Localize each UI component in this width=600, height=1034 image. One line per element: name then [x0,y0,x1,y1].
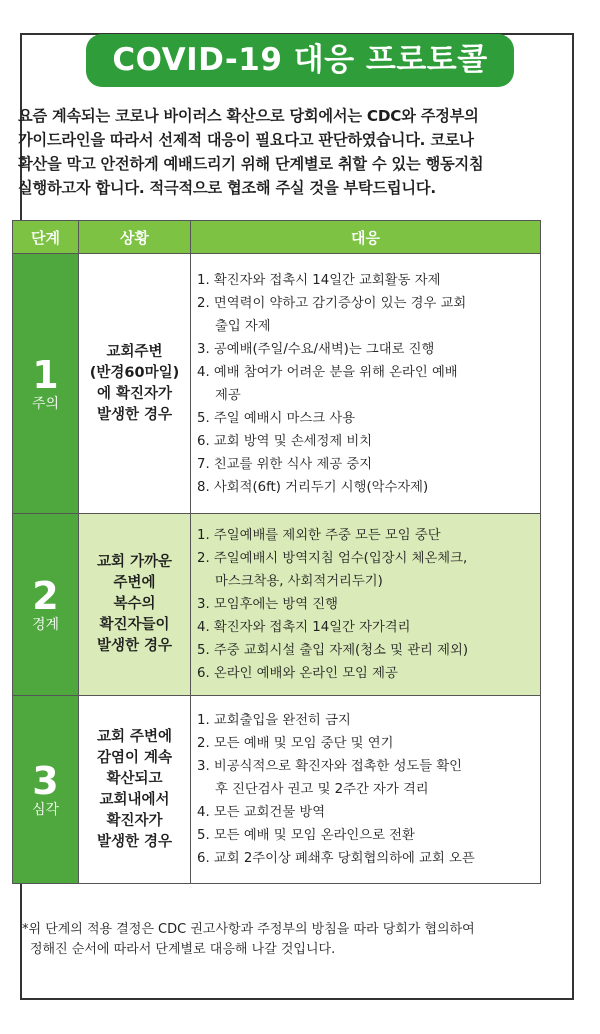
response-item: 2. 모든 예배 및 모임 중단 및 연기 [197,736,394,751]
situation-line: 발생한 경우 [96,638,173,654]
response-cell [191,514,541,696]
response-item: 6. 온라인 예배와 온라인 모임 제공 [197,666,398,681]
table-row-stage-3 [13,696,541,884]
table-header-row [13,221,541,254]
response-item: 5. 주중 교회시설 출입 자제(청소 및 관리 제외) [197,643,469,658]
title-banner [0,34,600,87]
response-item: 8. 사회적(6ft) 거리두기 시행(악수자제) [197,479,429,495]
situation-line: 교회 가까운 [96,554,173,570]
situation-line: 확진자들이 [99,617,170,633]
response-item: 4. 확진자와 접촉지 14일간 자가격리 [197,620,411,635]
footnote [22,920,588,960]
response-item: 3. 비공식적으로 확진자와 접촉한 성도들 확인 [197,759,463,774]
footnote-line: *위 단계의 적용 결정은 CDC 권고사항과 주정부의 방침을 따라 당회가 협의하여 [22,922,475,937]
response-item: 7. 친교를 위한 식사 제공 중지 [197,456,373,472]
response-item: 6. 교회 방역 및 손세정제 비치 [197,433,373,449]
response-item: 3. 공예배(주일/수요/새벽)는 그대로 진행 [197,341,435,357]
situation-line: 발생한 경우 [96,833,173,850]
stage-number: 2 [32,573,59,618]
situation-line: 발생한 경우 [96,406,173,423]
response-item: 6. 교회 2주이상 폐쇄후 당회협의하에 교회 오픈 [197,851,475,866]
response-item: 후 진단검사 권고 및 2주간 자가 격리 [215,782,429,797]
response-item: 5. 주일 예배시 마스크 사용 [197,410,356,426]
intro-line: 요즘 계속되는 코로나 바이러스 확산으로 당회에서는 CDC와 주정부의 [18,107,479,125]
table-row-stage-2 [13,514,541,696]
situation-line: 교회 주변에 [96,728,173,745]
situation-line: 복수의 [113,596,156,612]
stage-cell [13,254,79,514]
situation-line: 에 확진자가 [96,385,173,402]
intro-paragraph [18,104,584,200]
header-situation: 상황 [79,221,191,254]
response-item: 출입 자제 [215,318,271,334]
response-item: 3. 모임후에는 방역 진행 [197,597,338,612]
response-item: 5. 모든 예배 및 모임 온라인으로 전환 [197,828,415,843]
header-response: 대응 [191,221,541,254]
situation-line: 주변에 [113,575,156,591]
response-item: 4. 예배 참여가 어려운 분을 위해 온라인 예배 [197,364,458,380]
response-cell [191,254,541,514]
protocol-table [12,220,541,884]
response-item: 1. 주일예배를 제외한 주중 모든 모임 중단 [197,528,441,543]
intro-line: 실행하고자 합니다. 적극적으로 협조해 주실 것을 부탁드립니다. [18,179,436,197]
stage-name: 심각 [31,801,60,818]
situation-line: 확진자가 [106,812,163,829]
table-row-stage-1 [13,254,541,514]
footnote-line: 정해진 순서에 따라서 단계별로 대응해 나갈 것입니다. [30,942,336,957]
stage-number: 3 [32,758,59,803]
situation-line: 확산되고 [106,770,163,787]
response-item: 제공 [215,387,241,403]
response-item: 1. 교회출입을 완전히 금지 [197,713,351,728]
response-item: 2. 면역력이 약하고 감기증상이 있는 경우 교회 [197,295,467,311]
situation-cell [79,254,191,514]
intro-line: 확산을 막고 안전하게 예배드리기 위해 단계별로 취할 수 있는 행동지침 [18,155,484,173]
situation-line: 감염이 계속 [96,749,173,766]
response-item: 1. 확진자와 접촉시 14일간 교회활동 자제 [197,272,441,288]
intro-line: 가이드라인을 따라서 선제적 대응이 필요다고 판단하였습니다. 코로나 [18,131,474,149]
response-cell [191,696,541,884]
stage-cell [13,696,79,884]
stage-cell [13,514,79,696]
stage-name: 주의 [31,395,60,412]
header-stage: 단계 [13,221,79,254]
stage-name: 경계 [31,616,60,633]
response-item: 마스크착용, 사회적거리두기) [215,574,383,589]
response-item: 2. 주일예배시 방역지침 엄수(입장시 체온체크, [197,551,468,566]
response-item: 4. 모든 교회건물 방역 [197,805,326,820]
situation-line: (반경60마일) [89,364,180,381]
stage-number: 1 [32,352,59,397]
situation-cell [79,696,191,884]
situation-cell [79,514,191,696]
page-title: COVID-19 대응 프로토콜 [86,34,513,87]
situation-line: 교회주변 [106,343,163,360]
situation-line: 교회내에서 [99,791,170,808]
